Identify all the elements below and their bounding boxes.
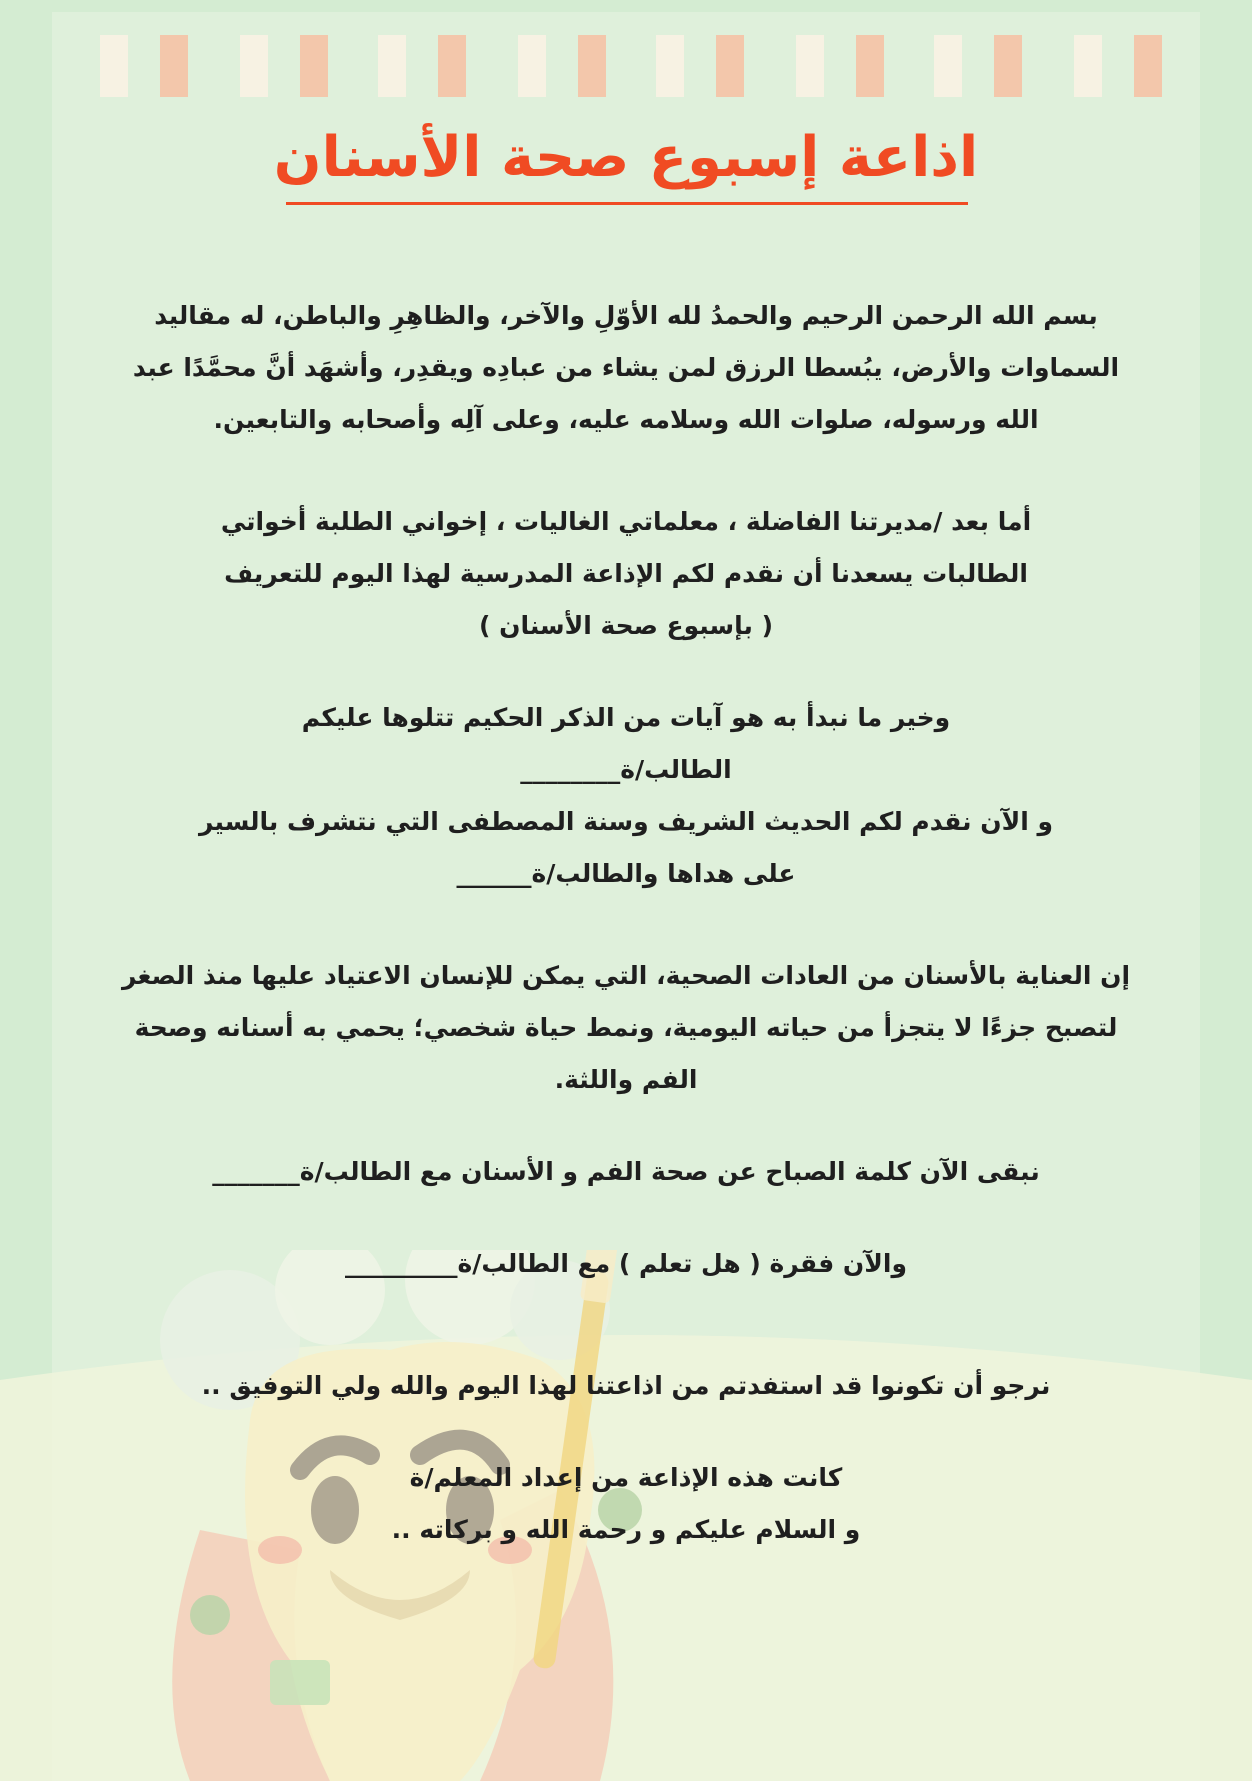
dental-care-paragraph: إن العناية بالأسنان من العادات الصحية، التي يمكن للإنسان الاعتياد عليها منذ الصغر لتصبح جزءًا لا يتجزأ من حياته اليومية، ونمط حياة شخصي؛ يحمي به أسنانه وصحة الفم واللثة. [121,961,1131,1094]
stripe-peach [1134,35,1162,97]
stripe-cream [240,35,268,97]
stripe-cream [378,35,406,97]
stripe-cream [1074,35,1102,97]
broadcast-text [120,290,1132,1556]
stripe-peach [160,35,188,97]
greeting-line: ( بإسبوع صحة الأسنان ) [478,611,774,640]
farewell-line: و السلام عليكم و رحمة الله و بركاته .. [391,1515,861,1544]
hadith-line: على هداها والطالب/ة______ [456,859,796,888]
top-frame-band [0,0,1252,12]
opening-paragraph: بسم الله الرحمن الرحيم والحمدُ لله الأوّلِ والآخر، والظاهِرِ والباطن، له مقاليد السماوات والأرض، يبُسطا الرزق لمن يشاء من عبادِه ويقدِر، وأشهَد أنَّ محمَّدًا عبد الله ورسوله، صلوات الله وسلامه عليه، وعلى آلِه وأصحابه والتابعين. [132,301,1120,434]
hadith-line: و الآن نقدم لكم الحديث الشريف وسنة المصطفى التي نتشرف بالسير [198,807,1054,836]
quran-line: الطالب/ة________ [520,755,732,784]
stripe-peach [578,35,606,97]
stripe-cream [934,35,962,97]
greeting-line: أما بعد /مديرتنا الفاضلة ، معلماتي الغاليات ، إخواني الطلبة أخواتي [220,507,1032,536]
quran-line: وخير ما نبدأ به هو آيات من الذكر الحكيم تتلوها عليكم [301,703,951,732]
stripe-cream [796,35,824,97]
greeting-line: الطالبات يسعدنا أن نقدم لكم الإذاعة المدرسية لهذا اليوم للتعريف [224,559,1028,588]
stripe-peach [300,35,328,97]
morning-word-line: نبقى الآن كلمة الصباح عن صحة الفم و الأسنان مع الطالب/ة_______ [212,1157,1040,1186]
stripe-peach [716,35,744,97]
prepared-by-line: كانت هذه الإذاعة من إعداد المعلم/ة [409,1463,843,1492]
closing-line: نرجو أن تكونوا قد استفدتم من اذاعتنا لهذا اليوم والله ولي التوفيق .. [201,1371,1051,1400]
mascot-belt-box [270,1660,330,1705]
stripe-peach [438,35,466,97]
stripe-cream [518,35,546,97]
decorative-stripes [100,35,1170,97]
title-underline [286,202,968,205]
page-title: اذاعة إسبوع صحة الأسنان [273,125,979,190]
stripe-peach [994,35,1022,97]
stripe-peach [856,35,884,97]
did-you-know-line: والآن فقرة ( هل تعلم ) مع الطالب/ة_________ [345,1249,907,1278]
mascot-hand [190,1595,230,1635]
stripe-cream [100,35,128,97]
stripe-cream [656,35,684,97]
